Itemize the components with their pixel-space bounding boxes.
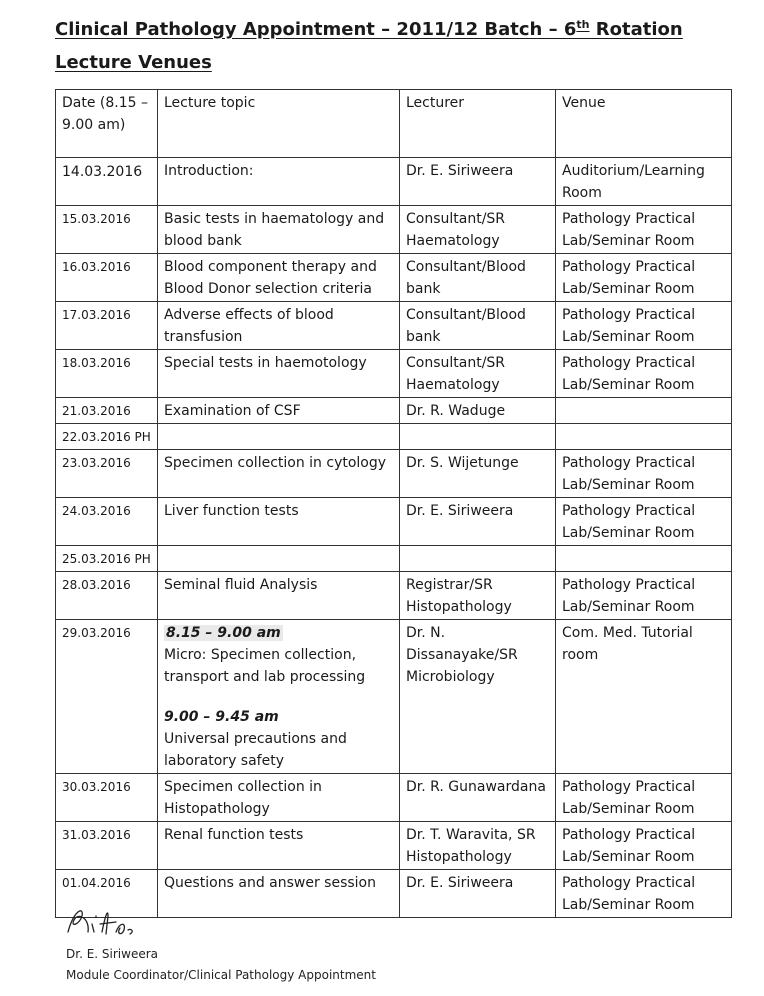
row-lecturer: Dr. R. Gunawardana [400, 774, 556, 822]
table-row [56, 158, 732, 206]
row-venue: Auditorium/Learning Room [556, 158, 732, 206]
table-row-holiday [56, 424, 732, 450]
row-venue: Pathology Practical Lab/Seminar Room [556, 822, 732, 870]
signature-area [62, 902, 162, 946]
table-row [56, 450, 732, 498]
row-lecturer: Consultant/Blood bank [400, 254, 556, 302]
lecture-schedule-table [55, 89, 732, 918]
row-date: 31.03.2016 [56, 822, 158, 870]
row-lecturer: Dr. T. Waravita, SR Histopathology [400, 822, 556, 870]
row-date: 17.03.2016 [56, 302, 158, 350]
signatory-role: Module Coordinator/Clinical Pathology Appointment [66, 968, 376, 982]
session-2-topic: Universal precautions and laboratory safety [164, 731, 347, 769]
session-1-topic: Micro: Specimen collection, transport and lab processing [164, 647, 366, 685]
row-lecturer: Consultant/SR Haematology [400, 350, 556, 398]
row-topic: Special tests in haemotology [158, 350, 400, 398]
row-lecturer: Consultant/SR Haematology [400, 206, 556, 254]
row-venue: Com. Med. Tutorial room [556, 620, 732, 774]
row-lecturer: Consultant/Blood bank [400, 302, 556, 350]
row-lecturer: Dr. E. Siriweera [400, 870, 556, 918]
row-topic: Specimen collection in cytology [158, 450, 400, 498]
row-venue [556, 546, 732, 572]
handwritten-signature [62, 902, 162, 946]
table-row [56, 774, 732, 822]
row-topic: Questions and answer session [158, 870, 400, 918]
row-topic: Introduction: [158, 158, 400, 206]
row-lecturer: Dr. S. Wijetunge [400, 450, 556, 498]
row-topic: Basic tests in haematology and blood bank [158, 206, 400, 254]
row-date: 18.03.2016 [56, 350, 158, 398]
row-lecturer: Dr. R. Waduge [400, 398, 556, 424]
row-date: 30.03.2016 [56, 774, 158, 822]
row-date: 23.03.2016 [56, 450, 158, 498]
row-topic [158, 546, 400, 572]
column-header-lecturer: Lecturer [400, 90, 556, 158]
row-date: 24.03.2016 [56, 498, 158, 546]
row-date: 15.03.2016 [56, 206, 158, 254]
session-spacer [164, 688, 393, 706]
row-date: 28.03.2016 [56, 572, 158, 620]
column-header-venue: Venue [556, 90, 732, 158]
row-venue: Pathology Practical Lab/Seminar Room [556, 302, 732, 350]
table-row-two-slots [56, 620, 732, 774]
row-topic-sessions [158, 620, 400, 774]
row-venue: Pathology Practical Lab/Seminar Room [556, 254, 732, 302]
document-subtitle: Lecture Venues [55, 52, 212, 73]
row-topic: Specimen collection in Histopathology [158, 774, 400, 822]
row-date: 16.03.2016 [56, 254, 158, 302]
table-header-row [56, 90, 732, 158]
row-date: 14.03.2016 [56, 158, 158, 206]
table-row [56, 206, 732, 254]
row-topic: Adverse effects of blood transfusion [158, 302, 400, 350]
row-date: 01.04.2016 [56, 870, 158, 918]
table-row [56, 498, 732, 546]
row-topic: Examination of CSF [158, 398, 400, 424]
row-venue: Pathology Practical Lab/Seminar Room [556, 450, 732, 498]
row-date: 21.03.2016 [56, 398, 158, 424]
row-topic: Renal function tests [158, 822, 400, 870]
row-date: 29.03.2016 [56, 620, 158, 774]
row-venue: Pathology Practical Lab/Seminar Room [556, 870, 732, 918]
row-lecturer: Registrar/SR Histopathology [400, 572, 556, 620]
table-row [56, 350, 732, 398]
table-row [56, 572, 732, 620]
title-line [55, 19, 683, 40]
row-topic: Seminal fluid Analysis [158, 572, 400, 620]
row-topic [158, 424, 400, 450]
row-lecturer: Dr. E. Siriweera [400, 498, 556, 546]
row-venue: Pathology Practical Lab/Seminar Room [556, 774, 732, 822]
row-venue: Pathology Practical Lab/Seminar Room [556, 498, 732, 546]
row-venue: Pathology Practical Lab/Seminar Room [556, 350, 732, 398]
table-row [56, 398, 732, 424]
title-superscript: th [576, 18, 590, 31]
row-topic: Liver function tests [158, 498, 400, 546]
row-date: 25.03.2016 PH [56, 546, 158, 572]
row-date: 22.03.2016 PH [56, 424, 158, 450]
row-venue: Pathology Practical Lab/Seminar Room [556, 572, 732, 620]
row-lecturer: Dr. E. Siriweera [400, 158, 556, 206]
row-lecturer [400, 546, 556, 572]
table-row-holiday [56, 546, 732, 572]
table-row [56, 302, 732, 350]
table-row [56, 254, 732, 302]
document-title [55, 8, 735, 79]
row-lecturer [400, 424, 556, 450]
row-venue [556, 398, 732, 424]
table-row [56, 822, 732, 870]
signatory-name: Dr. E. Siriweera [66, 947, 158, 961]
column-header-date: Date (8.15 – 9.00 am) [56, 90, 158, 158]
row-topic: Blood component therapy and Blood Donor selection criteria [158, 254, 400, 302]
session-1-time: 8.15 – 9.00 am [166, 625, 281, 641]
column-header-topic: Lecture topic [158, 90, 400, 158]
row-venue: Pathology Practical Lab/Seminar Room [556, 206, 732, 254]
session-2-time: 9.00 – 9.45 am [164, 709, 279, 725]
title-tail: Rotation [589, 19, 683, 40]
title-main: Clinical Pathology Appointment – 2011/12 Batch – 6 [55, 19, 577, 40]
row-venue [556, 424, 732, 450]
row-lecturer: Dr. N. Dissanayake/SR Microbiology [400, 620, 556, 774]
